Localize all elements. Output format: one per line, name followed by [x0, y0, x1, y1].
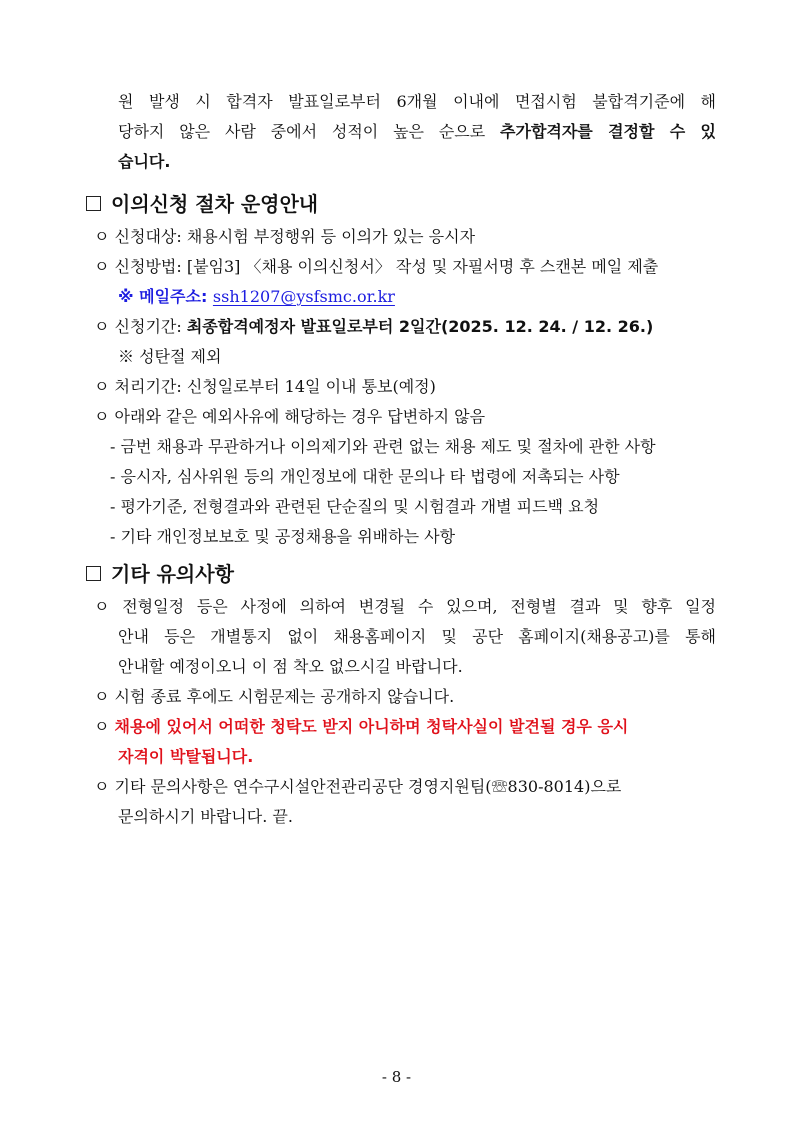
period-note: ※ 성탄절 제외: [118, 347, 222, 366]
checkbox-square-icon: [86, 566, 101, 581]
section-title: 이의신청 절차 운영안내: [111, 192, 319, 216]
section-title: 기타 유의사항: [111, 562, 234, 586]
exception-item: - 평가기준, 전형결과와 관련된 단순질의 및 시험결과 개별 피드백 요청: [110, 497, 600, 516]
bullet: ㅇ: [94, 717, 115, 736]
phone-number: 830-8014)으로: [507, 777, 622, 796]
exception-item: - 금번 채용과 무관하거나 이의제기와 관련 없는 채용 제도 및 절차에 관한 사항: [110, 437, 656, 456]
notes-item-4-line-2: 문의하시기 바랍니다. 끝.: [118, 807, 293, 826]
appeal-target: ㅇ 신청대상: 채용시험 부정행위 등 이의가 있는 응시자: [94, 227, 476, 246]
appeal-exception-intro: ㅇ 아래와 같은 예외사유에 해당하는 경우 답변하지 않음: [94, 407, 486, 426]
section-heading-notes: [86, 562, 234, 586]
notes-item-4-line-1: [94, 777, 621, 797]
notes-item-3-line-1: [94, 717, 716, 737]
mail-prefix: ※ 메일주소:: [118, 287, 213, 306]
period-value: 최종합격예정자 발표일로부터 2일간(2025. 12. 24. / 12. 26.): [186, 317, 654, 336]
warning-text: 채용에 있어서 어떠한 청탁도 받지 아니하며 청탁사실이 발견될 경우 응시: [114, 717, 629, 736]
page-number: - 8 -: [381, 1068, 412, 1086]
mail-link[interactable]: ssh1207@ysfsmc.or.kr: [212, 287, 395, 306]
intro-line-2-bold: 추가합격자를 결정할 수 있: [500, 122, 716, 141]
exception-item: - 기타 개인정보보호 및 공정채용을 위배하는 사항: [110, 527, 456, 546]
section-heading-appeal: [86, 192, 318, 216]
appeal-method: ㅇ 신청방법: [붙임3] 〈채용 이의신청서〉 작성 및 자필서명 후 스캔본 메일 제출: [94, 257, 659, 276]
notes-item-1-line-3: 안내할 예정이오니 이 점 착오 없으시길 바랍니다.: [118, 657, 463, 676]
intro-line-2-text: 당하지 않은 사람 중에서 성적이 높은 순으로: [118, 122, 501, 141]
notes-item-3-line-2: 자격이 박탈됩니다.: [118, 747, 254, 766]
period-label: ㅇ 신청기간:: [94, 317, 187, 336]
intro-line-1: 원 발생 시 합격자 발표일로부터 6개월 이내에 면접시험 불합격기준에 해: [118, 92, 716, 111]
phone-icon: ☏: [491, 777, 508, 796]
intro-line-2: [118, 122, 716, 142]
exception-item: - 응시자, 심사위원 등의 개인정보에 대한 문의나 타 법령에 저촉되는 사항: [110, 467, 620, 486]
notes-item-1-line-2: 안내 등은 개별통지 없이 채용홈페이지 및 공단 홈페이지(채용공고)를 통해: [118, 627, 716, 646]
appeal-mail: [118, 287, 395, 307]
intro-line-3: 습니다.: [118, 152, 171, 171]
appeal-processing: ㅇ 처리기간: 신청일로부터 14일 이내 통보(예정): [94, 377, 436, 396]
contact-text: ㅇ 기타 문의사항은 연수구시설안전관리공단 경영지원팀(: [94, 777, 492, 796]
checkbox-square-icon: [86, 196, 101, 211]
notes-item-1-line-1: ㅇ 전형일정 등은 사정에 의하여 변경될 수 있으며, 전형별 결과 및 향후 일정: [94, 597, 716, 616]
notes-item-2: ㅇ 시험 종료 후에도 시험문제는 공개하지 않습니다.: [94, 687, 455, 706]
appeal-period: [94, 317, 653, 337]
